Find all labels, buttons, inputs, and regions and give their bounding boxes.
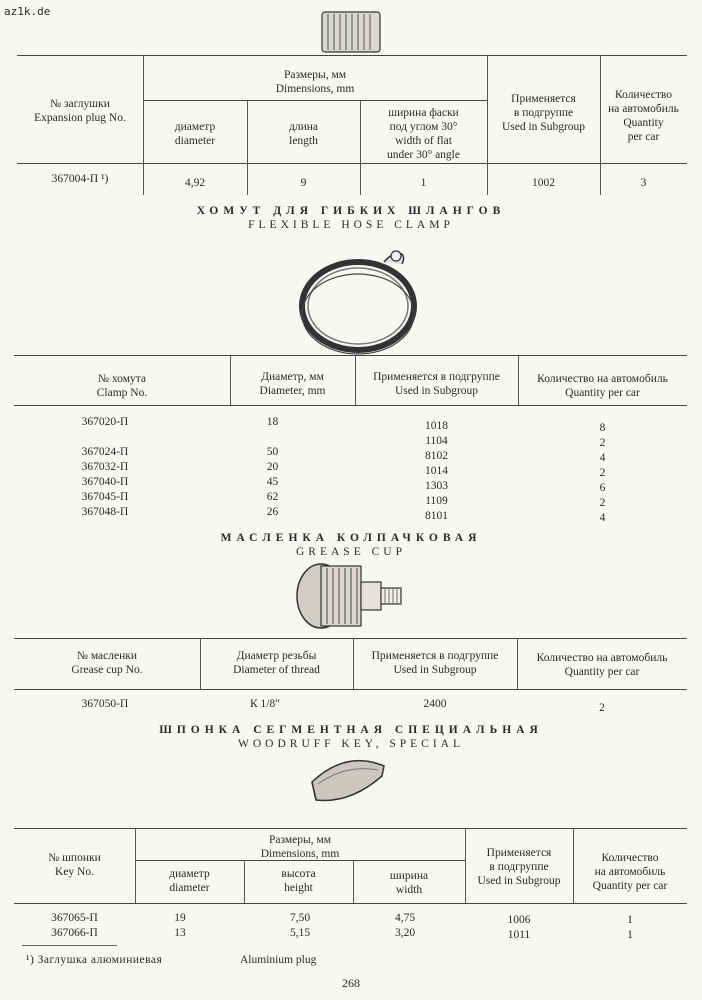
clamp-col-quantity: 8 2 4 2 6 2 4 (599, 422, 606, 524)
key-col-height: 7,50 5,15 (289, 912, 311, 939)
woodruff-key-illustration (306, 756, 390, 816)
footnote-english: Aluminium plug (240, 954, 317, 966)
clamp-col-subgroup: 1018 1104 8102 1014 1303 1109 8101 (425, 420, 448, 522)
plug-header-subgroup: Применяется в подгруппе Used in Subgroup (501, 93, 586, 133)
page-number: 268 (342, 976, 360, 990)
plug-header-quantity: Количество на автомобиль Quantity per car (608, 89, 679, 143)
key-header-width: ширина width (389, 870, 429, 896)
clamp-header-number: № хомута Clamp No. (96, 373, 148, 399)
plug-header-chamfer: ширина фаски под углом 30° width of flat under 30° angle (387, 107, 460, 161)
key-col-subgroup: 1006 1011 (507, 914, 531, 941)
key-header-number: № шпонки Key No. (48, 852, 101, 878)
key-header-diameter: диаметр diameter (169, 868, 210, 894)
grease-header-quantity: Количество на автомобиль Quantity per car (536, 652, 668, 678)
plug-row-subgroup: 1002 (532, 177, 555, 189)
plug-header-dimensions: Размеры, мм Dimensions, mm (275, 69, 355, 95)
plug-row-quantity: 3 (640, 177, 647, 189)
expansion-plug-illustration (318, 8, 388, 58)
key-col-width: 4,75 3,20 (394, 912, 416, 939)
site-watermark: az1k.de (4, 5, 51, 18)
clamp-title-ru: ХОМУТ ДЛЯ ГИБКИХ ШЛАНГОВ (196, 205, 506, 217)
plug-row-diameter: 4,92 (184, 177, 206, 189)
clamp-title-en: FLEXIBLE HOSE CLAMP (248, 219, 454, 231)
key-header-height: высота height (281, 868, 316, 894)
key-header-dimensions: Размеры, мм Dimensions, mm (260, 834, 340, 860)
plug-header-number: № заглушки Expansion plug No. (34, 98, 126, 124)
grease-title-ru: МАСЛЕНКА КОЛПАЧКОВАЯ (220, 532, 482, 544)
plug-header-length: длина length (288, 121, 318, 147)
clamp-header-quantity: Количество на автомобиль Quantity per car (537, 373, 668, 399)
grease-row-number: 367050-П (81, 698, 129, 710)
plug-row-chamfer: 1 (420, 177, 427, 189)
plug-header-diameter: диаметр diameter (174, 121, 216, 147)
key-header-quantity: Количество на автомобиль Quantity per car (592, 852, 668, 892)
clamp-col-number: 367020-П 367024-П 367032-П 367040-П 367045-П 367048-П (81, 416, 129, 518)
key-col-number: 367065-П 367066-П (51, 912, 98, 939)
grease-row-subgroup: 2400 (423, 698, 447, 710)
grease-header-subgroup: Применяется в подгруппе Used in Subgroup (371, 650, 499, 676)
key-col-quantity: 1 1 (627, 914, 633, 941)
footnote-russian: ¹) Заглушка алюминиевая (26, 954, 163, 966)
plug-row-number: 367004-П ¹) (51, 173, 109, 185)
plug-row-length: 9 (300, 177, 307, 189)
grease-cup-illustration (293, 560, 408, 632)
key-col-diameter: 19 13 (174, 912, 186, 939)
key-title-en: WOODRUFF KEY, SPECIAL (238, 738, 464, 750)
hose-clamp-illustration (296, 238, 426, 358)
clamp-header-diameter: Диаметр, мм Diameter, mm (259, 371, 326, 397)
grease-row-quantity: 2 (599, 702, 605, 714)
key-header-subgroup: Применяется в подгруппе Used in Subgroup (477, 847, 561, 887)
grease-header-thread: Диаметр резьбы Diameter of thread (233, 650, 320, 676)
grease-title-en: GREASE CUP (296, 546, 406, 558)
clamp-header-subgroup: Применяется в подгруппе Used in Subgroup (373, 371, 500, 397)
key-title-ru: ШПОНКА СЕГМЕНТНАЯ СПЕЦИАЛЬНАЯ (159, 724, 543, 736)
grease-row-thread: К 1/8″ (249, 698, 281, 710)
grease-header-number: № масленки Grease cup No. (71, 650, 143, 676)
clamp-col-diameter: 18 50 20 45 62 26 (266, 416, 279, 518)
footnote-rule (22, 945, 117, 946)
